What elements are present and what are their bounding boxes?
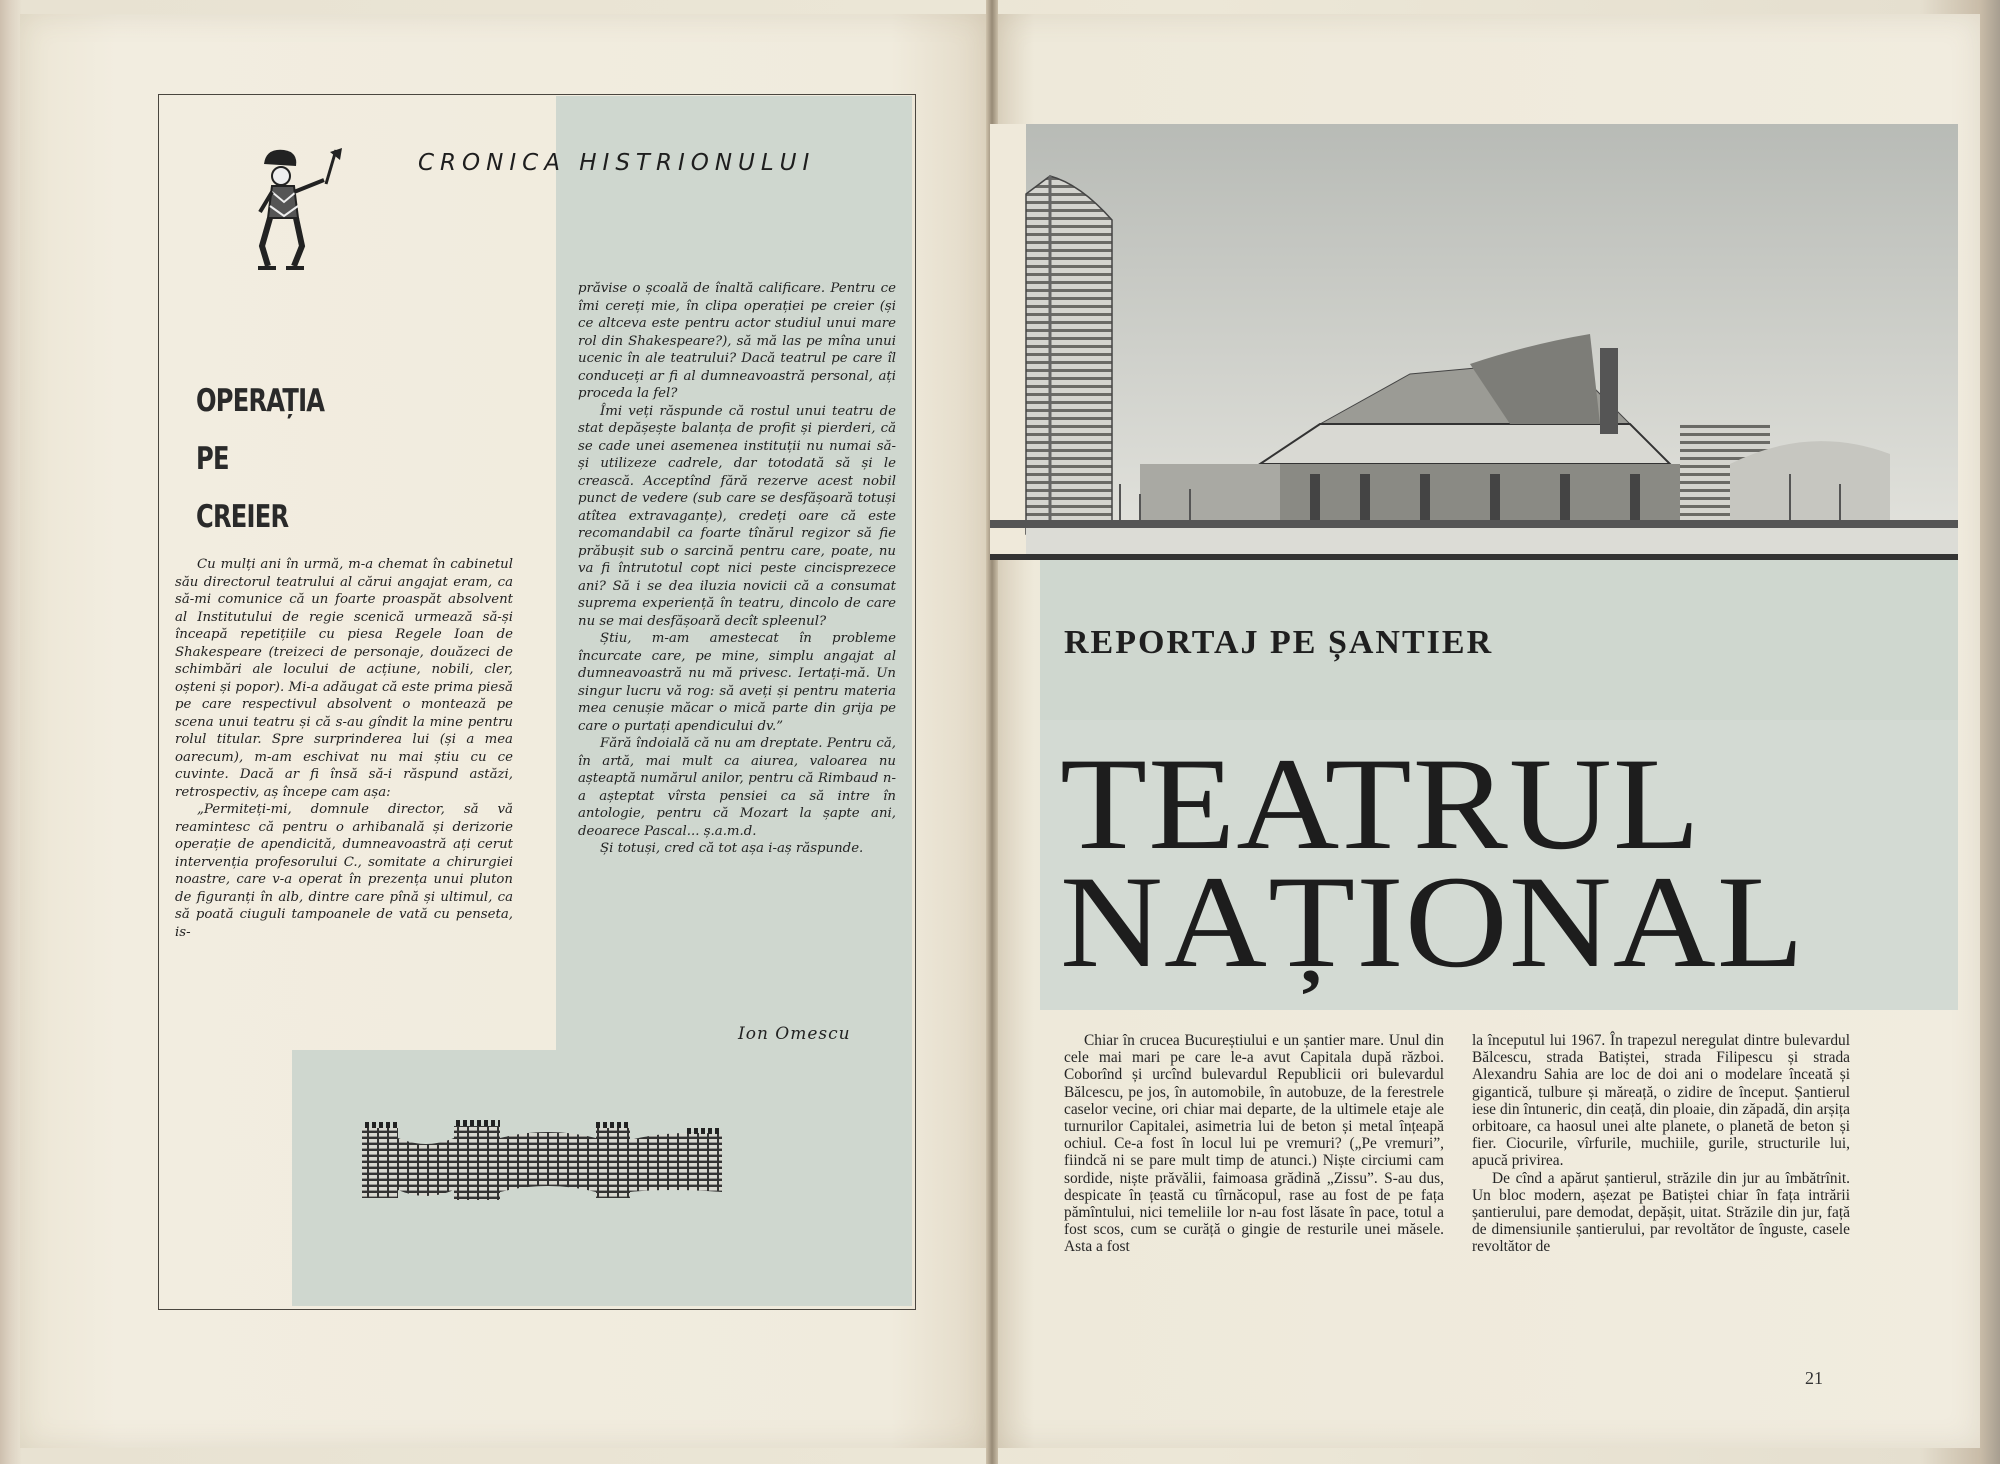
section-header: CRONICA HISTRIONULUI <box>418 150 816 176</box>
paragraph: Chiar în crucea Bucureștiului e un șantier mare. Unul din cele mai mari pe care le-a avut Capitala după război. Coborînd și urcînd bulevardul Republicii ori bulevardul Bălcescu, pe jos, în automobile, în autobuze, de la ferestrele caselor vecine, ori chiar mai departe, de la ultimele etaje ale turnurilor Capitalei, asimetria lui de beton și metal înțeapă ochiul. Ce-a fost în locul lui pe vremuri? („Pe vremuri”, fiindcă ni se pare mult timp de atunci.) Niște circiumi cam sordide, niște prăvălii, faimoasa grădină „Zissu”. S-au dus, despicate în țeastă cu tîrnăcopul, rase au fost de pe fața pămîntului, nici temeliile lor n-au fost lăsate în pace, totul a fost scos, cum se curăță o gingie de resturile unei măsele. Asta a fost <box>1064 1032 1444 1256</box>
article-column-2 <box>578 280 896 858</box>
report-column-2 <box>1472 1032 1850 1256</box>
castle-wall-illustration <box>358 1120 728 1204</box>
article-column-1 <box>175 556 513 941</box>
theatre-building-photo <box>990 124 1958 560</box>
headline-line-1: TEATRUL <box>1060 730 1702 877</box>
report-column-1 <box>1064 1032 1444 1256</box>
paragraph: Și totuși, cred că tot așa i-aș răspunde. <box>600 841 864 856</box>
article-title-line: PE <box>196 441 229 477</box>
kicker: REPORTAJ PE ȘANTIER <box>1064 624 1494 661</box>
paragraph: Cu mulți ani în urmă, m-a chemat în cabinetul său directorul teatrului al cărui angajat eram, ca să-mi comunice că un foarte proaspăt absolvent al Institutului de regie scenică urmează să-și înceapă repetițiile cu piesa Regele Ioan de Shakespeare (treizeci de personaje, douăzeci de schimbări ale locului de acțiune, nobili, cler, oșteni și popor). Mi-a adăugat că este prima piesă pe care respectivul absolvent o montează pe scena unui teatru și că s-au gîndit la mine pentru rolul titular. Spre surprinderea lui (și a mea oarecum), m-am eschivat nu mai știu cu ce cuvinte. Dacă ar fi însă să-i răspund astăzi, retrospectiv, aș începe cam așa: <box>175 557 513 800</box>
harlequin-icon <box>254 146 344 272</box>
article-title <box>196 372 324 546</box>
article-title-line: OPERAȚIA <box>196 383 325 419</box>
page-number: 21 <box>1805 1368 1823 1388</box>
paragraph: Fără îndoială că nu am dreptate. Pentru că, în artă, mai mult ca aiurea, valoarea nu așteaptă numărul anilor, pentru că Rimbaud n-a așteptat vîrsta pensiei ca să intre în antologie, pentru că Mozart la șapte ani, deoarece Pascal... ș.a.m.d. <box>578 736 896 839</box>
paragraph: „Permiteți-mi, domnule director, să vă reamintesc că pentru o arhibanală și derizorie operație de apendicită, dumneavoastră ați cerut intervenția profesorului C., somitate a chirurgiei noastre, care v-a operat în prezența unui pluton de figuranți în alb, dintre care pînă și ultimul, ca să poată ciuguli tampoanele de vată cu penseta, is- <box>175 802 513 940</box>
author-signature: Ion Omescu <box>738 1024 851 1044</box>
paragraph: prăvise o școală de înaltă calificare. Pentru ce îmi cereți mie, în clipa operației pe creier (și ce altceva este pentru actor studiul unui mare rol din Shakespeare?), să mă las pe mîna unui ucenic în ale teatrului? Dacă teatrul pe care îl conduceți ar fi al dumneavoastră personal, ați proceda la fel? <box>578 281 896 401</box>
paragraph: Îmi veți răspunde că rostul unui teatru de stat depășește balanța de profit și pierderi, că se cade unei asemenea instituții nu numai să-și utilizeze cadrele, dar totodată să și le crească. Acceptînd fără rezerve acest nobil punct de vedere (sub care se desfășoară totuși atîtea extravaganțe), credeți oare că este recomandabil ca foarte tînărul regizor să fie prăbușit sub o sarcină pentru care, poate, nu va fi întrutotul copt nici peste cincisprezece ani? Să i se dea iluzia novicii că a consumat suprema experiență în teatru, dincolo de care nu se mai desfășoară decît spleenul? <box>578 403 896 629</box>
paragraph: la începutul lui 1967. În trapezul neregulat dintre bulevardul Bălcescu, strada Batiștei, strada Filipescu și strada Alexandru Sahia are loc de doi ani o modelare înceată și gigantică, tulbure și măreață, o zidire de început. Șantierul iese din întuneric, din ceață, din ploaie, din zăpadă, din arșița orbitoare, ca haosul unei alte planete, o planetă de beton și fier. Ciocurile, vîrfurile, muchiile, gurile, structurile lui, apucă privirea. <box>1472 1032 1850 1170</box>
paragraph: Știu, m-am amestecat în probleme încurcate care, pe mine, simplu angajat al dumneavoastră nu mă privesc. Iertați-mă. Un singur lucru vă rog: să aveți și pentru materia mea cenușie măcar o mică parte din grija pe care o purtați apendicului dv.” <box>578 631 896 734</box>
headline-line-2: NAȚIONAL <box>1060 848 1806 995</box>
paragraph: De cînd a apărut șantierul, străzile din jur au îmbătrînit. Un bloc modern, așezat pe Batiștei chiar în fața intrării șantierului, pare demodat, depășit, uitat. Străzile din jur, față de dimensiunile șantierului, par revoltător de înguste, casele revoltător de <box>1472 1169 1850 1256</box>
article-title-line: CREIER <box>196 499 289 535</box>
